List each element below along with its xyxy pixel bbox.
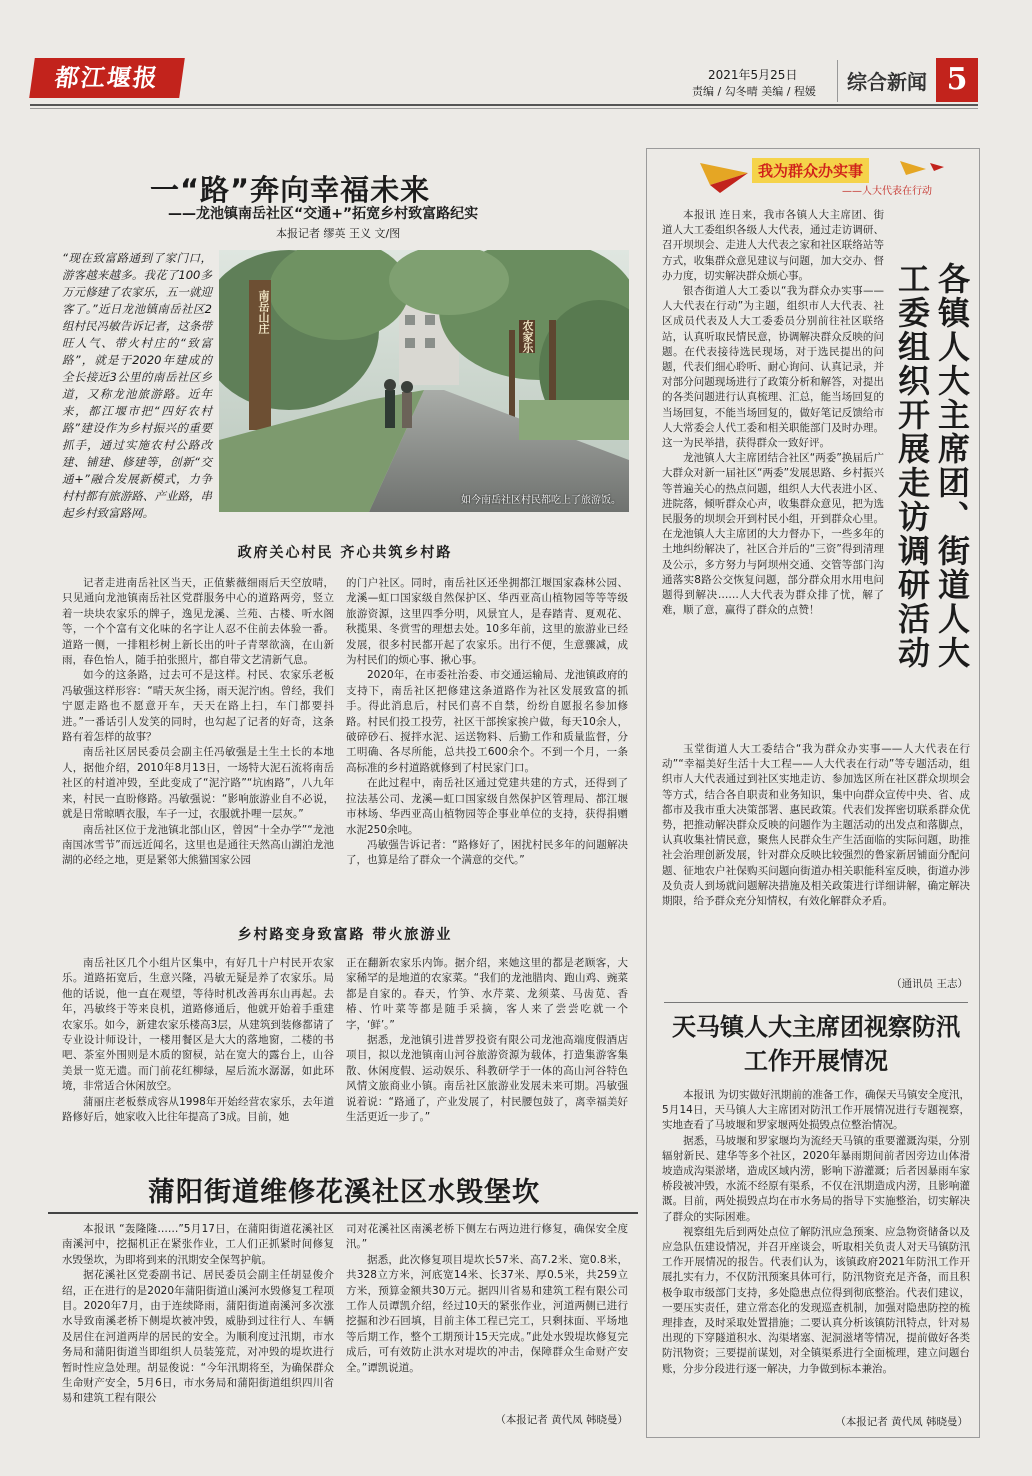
article1-section2-col2	[346, 956, 628, 1125]
article2-credit: （本报记者 黄代凤 韩晓曼）	[495, 1414, 628, 1426]
newspaper-logo: 都江堰报	[29, 58, 185, 98]
page-number: 5	[936, 58, 978, 102]
article3-title: 各镇人大主席团、街道人大工委组织开展走访调研活动	[893, 262, 971, 670]
paragraph: 银杏街道人大工委以“我为群众办实事——人大代表在行动”为主题，组织市人大代表、社区成员代表及人大工委委员分别前往社区联络站，认真听取民情民意，协调解决群众反映的问题。在代表接待选民现场，对于选民提出的问题，代表们细心聆听、耐心询问、认真记录，并对部分问题现场进行了政策分析和解答，对提出的各类问题进行认真梳理、汇总，能当场回复的当场回复，不能当场回复的，做好笔记反馈给市人大常委会人代工委和相关职能部门及时办理。这一为民举措，获得群众一致好评。	[662, 285, 884, 450]
paragraph: 蒲丽庄老板蔡成容从1998年开始经营农家乐，去年道路修好后，她家收入比往年提高了3成。目前，她	[62, 1095, 334, 1124]
paragraph: 如今的这条路，过去可不是这样。村民、农家乐老板冯敏强这样形容：“晴天灰尘扬，雨天泥泞凼。曾经，我们宁愿走路也不愿意开车，天天在路上扫，车门都要抖进。”一番话引人发笑的同时，也勾起了记者的好奇，这条路有着怎样的故事？	[62, 669, 334, 744]
paragraph: 龙池镇人大主席团结合社区“两委”换届后广大群众对新一届社区“两委”发展思路、乡村振兴等普遍关心的热点问题，组织人大代表进小区、进院落，倾听群众心声，收集群众意见，把为选民服务的坝坝会开到村民小组，开到群众心里。在龙池镇人大主席团的大力督办下，一些多年的土地纠纷解决了，社区合并后的“三资”得到清理及公示，多方努力与阿坝州交通、交管等部门沟通落实8路公交恢复问题，部分群众用水用电问题得到解决……人大代表为群众排了忧，解了难，顺了意，赢得了群众的点赞！	[662, 452, 884, 617]
article3-body-wide	[662, 742, 970, 909]
paragraph: 据悉，马坡堰和罗家堰均为流经天马镇的重要灌溉沟渠，分别辐射新民、建华等多个社区，2020年暴雨期间前者因旁边山体滑坡造成沟渠淤堵，造成区域内涝，影响下游灌溉；后者因暴雨车家桥段被冲毁，水流不经原有渠系，不仅在汛期造成内涝，且影响灌溉。目前，两处损毁点均在市水务局的指导下实施整治，切实解决了群众的实际困难。	[662, 1134, 970, 1223]
paragraph: 据悉，此次修复项目堤坎长57米、高7.2米、宽0.8米，共328立方米，河底宽14米、长37米、厚0.5米，共259立方米，预算金额共30万元。据四川省易和建筑工程有限公司工作人员谭凯介绍，经过10天的紧张作业，河道两侧已进行挖掘和沙石回填，目前主体工程已完工，只剩抹面、平场地等后期工作，整个工期预计15天完成。”此处水毁堤坎修复完成后，可有效防止洪水对堤坎的冲击，保障群众生命财产安全。”谭凯说道。	[346, 1253, 628, 1374]
article1-photo	[219, 250, 629, 512]
article1-section2-heading: 乡村路变身致富路 带火旅游业	[237, 927, 453, 943]
campaign-banner-subtitle: ——人大代表在行动	[842, 186, 932, 197]
paragraph: 据花溪社区党委副书记、居民委员会副主任胡显俊介绍，正在进行的是2020年蒲阳街道山溪河水毁修复工程项目。2020年7月，由于连续降雨，蒲阳街道南溪河多次涨水导致南溪老桥下侧堤坎被冲毁，威胁到过往行人、车辆及居住在河道两岸的居民的安全。为顺利度过汛期，市水务局和蒲阳街道当即组织人员装笼荒，对冲毁的堤坎进行暂时性应急处理。胡显俊说：“今年汛期将至，为确保群众生命财产安全，5月6日，市水务局和蒲阳街道组织四川省易和建筑工程有限公	[62, 1269, 334, 1405]
paragraph: 本报讯 “轰隆隆……”5月17日，在蒲阳街道花溪社区南溪河中，挖掘机正在紧张作业，工人们正抓紧时间修复水毁堡坎，为即将到来的汛期安全保驾护航。	[62, 1223, 334, 1266]
article2-title-rule	[48, 1212, 638, 1214]
paragraph: 南岳社区位于龙池镇北部山区，曾因“十全办学”“龙池南国冰雪节”而远近闻名，这里也是通往天然高山湖泊龙池湖的必经之地，更是紧邻大熊猫国家公园	[62, 823, 334, 867]
article1-title: 一“路”奔向幸福未来	[150, 173, 431, 207]
article1-section2-col1	[62, 956, 334, 1125]
paragraph: 本报讯 连日来，我市各镇人大主席团、街道人大工委组织各级人大代表，通过走访调研、召开坝坝会、走进人大代表之家和社区联络站等方式，收集群众意见建议与问题，加大交办、督办力度，切实解决群众烦心事。	[662, 209, 884, 282]
issue-date: 2021年5月25日	[708, 68, 798, 82]
article1-section1-col1	[62, 576, 334, 869]
article4-title: 天马镇人大主席团视察防汛工作开展情况	[672, 1012, 960, 1075]
article3-credit: （通讯员 王志）	[891, 978, 968, 990]
campaign-banner-title: 我为群众办实事	[752, 158, 869, 183]
article2-col1	[62, 1222, 334, 1407]
header-rule	[30, 104, 978, 106]
paragraph: 南岳社区几个小组片区集中，有好几十户村民开农家乐。道路拓宽后，生意兴隆，冯敏无疑是养了农家乐。局他的话说，他一直在观望，等待时机改善再东山再起。去年，冯敏终于等来良机，道路修通后，他就开始着手重建农家乐。如今，新建农家乐楼高3层，从建筑到装修都请了专业设计师设计，一楼用餐区是大大的落地窗，二楼的书吧、茶室外围则是木质的窗棂，站在宽大的露台上，山谷美景一览无遗。而门前花红柳绿，屋后流水潺潺，如此环境，非常适合休闲放空。	[62, 957, 334, 1093]
article1-section1-col2	[346, 576, 628, 869]
paragraph: 2020年，在市委社治委、市交通运输局、龙池镇政府的支持下，南岳社区把修建这条道路作为社区发展致富的抓手。得此消息后，村民们喜不自禁，纷纷自愿报名参加修路。村民们投工投劳，社区干部挨家挨户做，每天10余人，破碎砂石、搅拌水泥、运送物料、后勤工作和质量监督，分工明确、各尽所能，总共投工600余个。不到一个月，一条高标准的乡村道路就修到了村民家门口。	[346, 669, 628, 774]
article1-byline: 本报记者 缪英 王义 文/图	[276, 227, 401, 240]
article4-body	[662, 1088, 970, 1377]
paragraph: 南岳社区居民委员会副主任冯敏强是土生土长的本地人，据他介绍，2010年8月13日，一场特大泥石流将南岳社区的村道冲毁，至此变成了“泥泞路”“坑凼路”，八九年来，村民一直盼修路。冯敏强说：“影响旅游业自不必说，就是日常晾晒衣服，车子一过，衣服就扑哩一层灰。”	[62, 746, 334, 821]
article3-body-narrow	[662, 208, 884, 618]
article1-intro: “现在致富路通到了家门口，游客越来越多。我花了100多万元修建了农家乐，五一就迎客了。”近日龙池镇南岳社区2组村民冯敏告诉记者，这条带旺人气、带火村庄的“致富路”，就是于2020年建成的全长接近3公里的南岳社区乡道，又称龙池旅游路。近年来，都江堰市把“四好农村路”建设作为乡村振兴的重要抓手，通过实施农村公路改建、铺建、修建等，创新“交通+”融合发展新模式，力争村村都有旅游路、产业路，串起乡村致富路网。	[62, 251, 212, 520]
article2-title: 蒲阳街道维修花溪社区水毁堡坎	[148, 1177, 540, 1208]
section-name: 综合新闻	[847, 70, 927, 94]
paragraph: 玉堂街道人大工委结合“我为群众办实事——人大代表在行动”“幸福美好生活十大工程——人大代表在行动”等专题活动，组织市人大代表通过到社区实地走访、参加选区所在社区群众坝坝会等方式，结合各自职责和业务知识，集中向群众宣传中央、省、成都市及我市重大决策部署、惠民政策。代表们发挥密切联系群众优势，把推动解决群众反映的问题作为主题活动的出发点和落脚点，认真收集社情民意，聚焦人民群众生产生活面临的实际问题，助推社会治理创新发展，针对群众反映比较强烈的鲁家新居铺面分配问题、征地农户社保购买问题向街道办相关职能科室反映，街道办涉及负责人到场就问题解决措施及相关政策进行详细讲解，确定解决期限，给予群众充分知情权，有效化解群众矛盾。	[662, 743, 970, 908]
paragraph: 的门户社区。同时，南岳社区还坐拥都江堰国家森林公园、龙溪—虹口国家级自然保护区、华西亚高山植物园等等等级旅游资源，这里四季分明，风景宜人，是春踏青、夏观花、秋揽果、冬赏雪的理想去处。10多年前，这里的旅游业已经发展，很多村民都开起了农家乐。出行不便，生意骤减，成为村民们的烦心事、揪心事。	[346, 577, 628, 667]
paragraph: 记者走进南岳社区当天，正值紫薇细雨后天空放晴，只见通向龙池镇南岳社区党群服务中心的道路两旁，竖立着一块块农家乐的牌子，逸见龙溪、兰苑、古楼、听水阁等，一个个富有文化味的名字让人忍不住前去体验一番。道路一侧，一排粗杉树上新长出的叶子青翠欲滴，在山新雨，春色怡人，随手拍张照片，都自带文艺清新气息。	[62, 577, 334, 667]
article4-credit: （本报记者 黄代凤 韩晓曼）	[835, 1416, 968, 1428]
article1-subtitle: ——龙池镇南岳社区“交通+”拓宽乡村致富路纪实	[168, 206, 479, 222]
paragraph: 冯敏强告诉记者：“路修好了，困扰村民多年的问题解决了，也算是给了群众一个满意的交代。”	[346, 838, 628, 867]
village-road-photo-illustration	[219, 250, 629, 512]
photo-sign-right: 农家乐	[521, 320, 534, 353]
header-divider	[837, 60, 838, 102]
header-rule-thin	[30, 108, 978, 109]
article4-rule	[664, 1002, 968, 1003]
paragraph: 本报讯 为切实做好汛期前的准备工作，确保天马镇安全度汛，5月14日，天马镇人大主席团对防汛工作开展情况进行专题视察，实地查看了马坡堰和罗家堰两处损毁点位整治情况。	[662, 1089, 970, 1132]
editors-credit: 责编 / 勾冬晴 美编 / 程媛	[692, 85, 816, 98]
article2-col2	[346, 1222, 628, 1376]
photo-sign-left: 南岳山庄	[257, 290, 270, 334]
photo-caption: 如今南岳社区村民都吃上了旅游饭。	[461, 495, 621, 506]
paragraph: 在此过程中，南岳社区通过党建共建的方式，还得到了拉法基公司、龙溪—虹口国家级自然保护区管理局、都江堰市林场、华西亚高山植物园等企事业单位的支持，获得捐赠水泥250余吨。	[346, 777, 628, 836]
paragraph: 正在翻新农家乐内饰。据介绍，来她这里的都是老顾客，大家稀罕的是地道的农家菜。“我们的龙池腊肉、跑山鸡、豌菜都是自家的。春天，竹笋、水芹菜、龙须菜、马齿苋、香椿、竹叶菜等都是随手采摘，客人来了尝尝吃就一个字，‘鲜’。”	[346, 957, 628, 1031]
paragraph: 据悉，龙池镇引进普罗投资有限公司龙池高端度假酒店项目，拟以龙池镇南山河谷旅游资源为载体，打造集游客集散、休闲度假、运动娱乐、科教研学于一体的高山河谷特色风情文旅商业小镇。南岳社区旅游业发展未来可期。冯敏强说着说：“路通了，产业发展了，村民腰包鼓了，离幸福美好生活更近一步了。”	[346, 1034, 628, 1124]
paragraph: 司对花溪社区南溪老桥下侧左右两边进行修复，确保安全度汛。”	[346, 1223, 628, 1251]
article1-section1-heading: 政府关心村民 齐心共筑乡村路	[237, 545, 453, 561]
paragraph: 视察组先后到两处点位了解防汛应急预案、应急物资储备以及应急队伍建设情况，并召开座谈会，听取相关负责人对天马镇防汛工作开展情况的报告。代表们认为，该镇政府2021年防汛工作开展扎实有力，不仅防汛预案具体可行，防汛物资充足齐备，而且积极争取市级部门支持，多处隐患点位得到彻底整治。代表们建议，一要压实责任，建立常态化的发现巡查机制，加强对隐患防控的梳理排查，及时采取处置措施；二要认真分析该镇防汛特点，针对易出现的下穿隧道积水、沟渠堵塞、泥洞滋堵等情况，提前做好各类防汛物资；三要提前谋划，对全镇渠系进行全面梳理，建立问题台账，分步分段进行逐一解决，力争做到标本兼治。	[662, 1225, 970, 1375]
